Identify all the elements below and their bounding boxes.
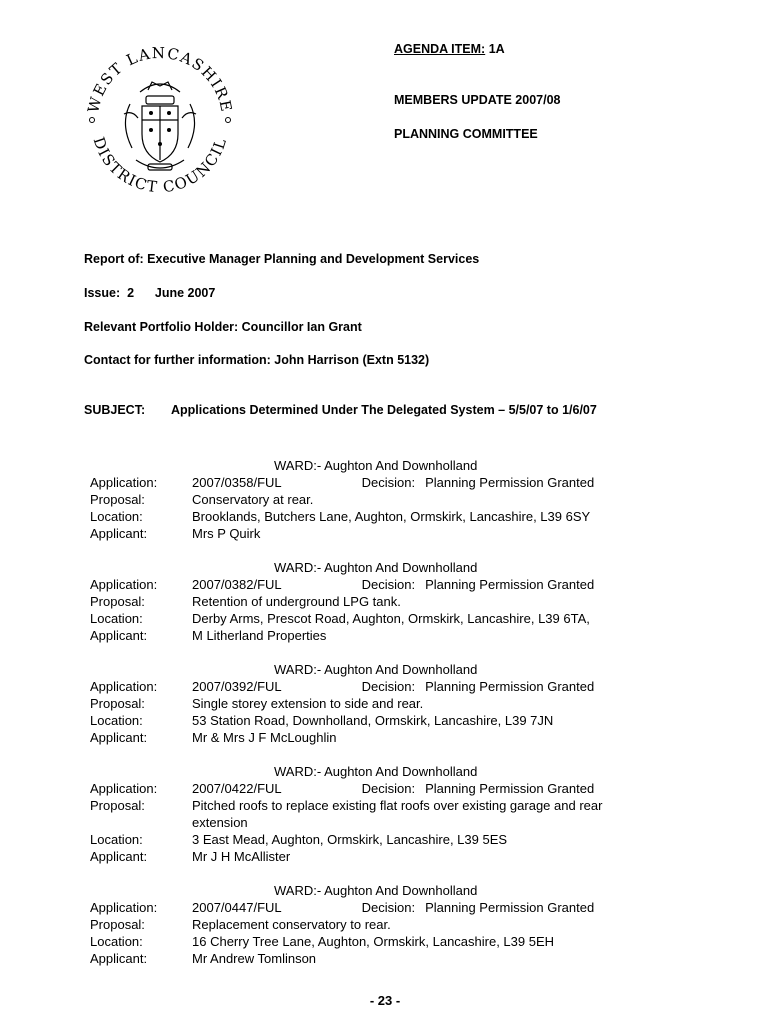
issue-line: Issue: 2 June 2007	[84, 286, 216, 300]
location-label: Location:	[90, 611, 143, 626]
application-entry	[90, 882, 730, 967]
proposal-label: Proposal:	[90, 917, 145, 932]
proposal-label: Proposal:	[90, 492, 145, 507]
application-number: 2007/0382/FUL	[192, 577, 282, 592]
application-number: 2007/0392/FUL	[192, 679, 282, 694]
location-value: 16 Cherry Tree Lane, Aughton, Ormskirk, Lancashire, L39 5EH	[192, 934, 555, 949]
decision-label: Decision:	[361, 781, 416, 796]
ward-heading: WARD:- Aughton And Downholland	[274, 883, 478, 898]
location-label: Location:	[90, 509, 143, 524]
proposal-value: Replacement conservatory to rear.	[192, 917, 391, 932]
decision-value: Planning Permission Granted	[425, 679, 595, 694]
location-label: Location:	[90, 713, 143, 728]
proposal-value: Single storey extension to side and rear.	[192, 696, 424, 711]
subject-value: Applications Determined Under The Delegated System – 5/5/07 to 1/6/07	[171, 403, 597, 417]
location-value: 53 Station Road, Downholland, Ormskirk, Lancashire, L39 7JN	[192, 713, 554, 728]
location-label: Location:	[90, 832, 143, 847]
application-label: Application:	[90, 781, 158, 796]
decision-label: Decision:	[361, 475, 416, 490]
location-value: Derby Arms, Prescot Road, Aughton, Ormskirk, Lancashire, L39 6TA,	[192, 611, 590, 626]
agenda-item	[394, 42, 505, 56]
location-label: Location:	[90, 934, 143, 949]
crest-text-top: WEST LANCASHIRE	[84, 43, 236, 115]
application-label: Application:	[90, 900, 158, 915]
ward-heading: WARD:- Aughton And Downholland	[274, 662, 478, 677]
decision-label: Decision:	[361, 900, 416, 915]
application-label: Application:	[90, 475, 158, 490]
portfolio-holder: Relevant Portfolio Holder: Councillor Ian Grant	[84, 320, 362, 334]
applicant-value: Mr & Mrs J F McLoughlin	[192, 730, 337, 745]
proposal-value: Retention of underground LPG tank.	[192, 594, 401, 609]
decision-value: Planning Permission Granted	[425, 781, 595, 796]
subject-line	[84, 403, 597, 417]
members-update: MEMBERS UPDATE 2007/08	[394, 93, 561, 107]
applicant-label: Applicant:	[90, 730, 148, 745]
location-value: 3 East Mead, Aughton, Ormskirk, Lancashire, L39 5ES	[192, 832, 508, 847]
ward-heading: WARD:- Aughton And Downholland	[274, 458, 478, 473]
report-of: Report of: Executive Manager Planning and Development Services	[84, 252, 480, 266]
application-number: 2007/0358/FUL	[192, 475, 282, 490]
decision-value: Planning Permission Granted	[425, 577, 595, 592]
location-value: Brooklands, Butchers Lane, Aughton, Ormskirk, Lancashire, L39 6SY	[192, 509, 591, 524]
proposal-label: Proposal:	[90, 798, 145, 813]
decision-value: Planning Permission Granted	[425, 900, 595, 915]
applicant-label: Applicant:	[90, 526, 148, 541]
ward-heading: WARD:- Aughton And Downholland	[274, 764, 478, 779]
application-entry	[90, 763, 730, 865]
agenda-item-value: 1A	[488, 42, 505, 56]
decision-value: Planning Permission Granted	[425, 475, 595, 490]
application-label: Application:	[90, 577, 158, 592]
applicant-label: Applicant:	[90, 951, 148, 966]
agenda-item-label: AGENDA ITEM:	[394, 42, 486, 56]
proposal-label: Proposal:	[90, 594, 145, 609]
applicant-value: Mr J H McAllister	[192, 849, 291, 864]
applicant-label: Applicant:	[90, 849, 148, 864]
applicant-value: M Litherland Properties	[192, 628, 327, 643]
proposal-value: Pitched roofs to replace existing flat roofs over existing garage and rear extension	[192, 798, 603, 830]
ward-heading: WARD:- Aughton And Downholland	[274, 560, 478, 575]
application-entry	[90, 457, 730, 542]
proposal-value: Conservatory at rear.	[192, 492, 314, 507]
decision-label: Decision:	[361, 679, 416, 694]
application-entry	[90, 661, 730, 746]
application-label: Application:	[90, 679, 158, 694]
subject-label: SUBJECT:	[84, 403, 146, 417]
crest-text-bottom: DISTRICT COUNCIL	[89, 134, 231, 197]
committee-name: PLANNING COMMITTEE	[394, 127, 538, 141]
applications-list	[90, 457, 730, 984]
page-number: - 23 -	[369, 993, 401, 1008]
applicant-value: Mrs P Quirk	[192, 526, 261, 541]
decision-label: Decision:	[361, 577, 416, 592]
proposal-label: Proposal:	[90, 696, 145, 711]
applicant-value: Mr Andrew Tomlinson	[192, 951, 317, 966]
applicant-label: Applicant:	[90, 628, 148, 643]
council-crest-logo	[78, 40, 248, 200]
application-number: 2007/0422/FUL	[192, 781, 282, 796]
application-entry	[90, 559, 730, 644]
contact-info: Contact for further information: John Harrison (Extn 5132)	[84, 353, 430, 367]
application-number: 2007/0447/FUL	[192, 900, 282, 915]
